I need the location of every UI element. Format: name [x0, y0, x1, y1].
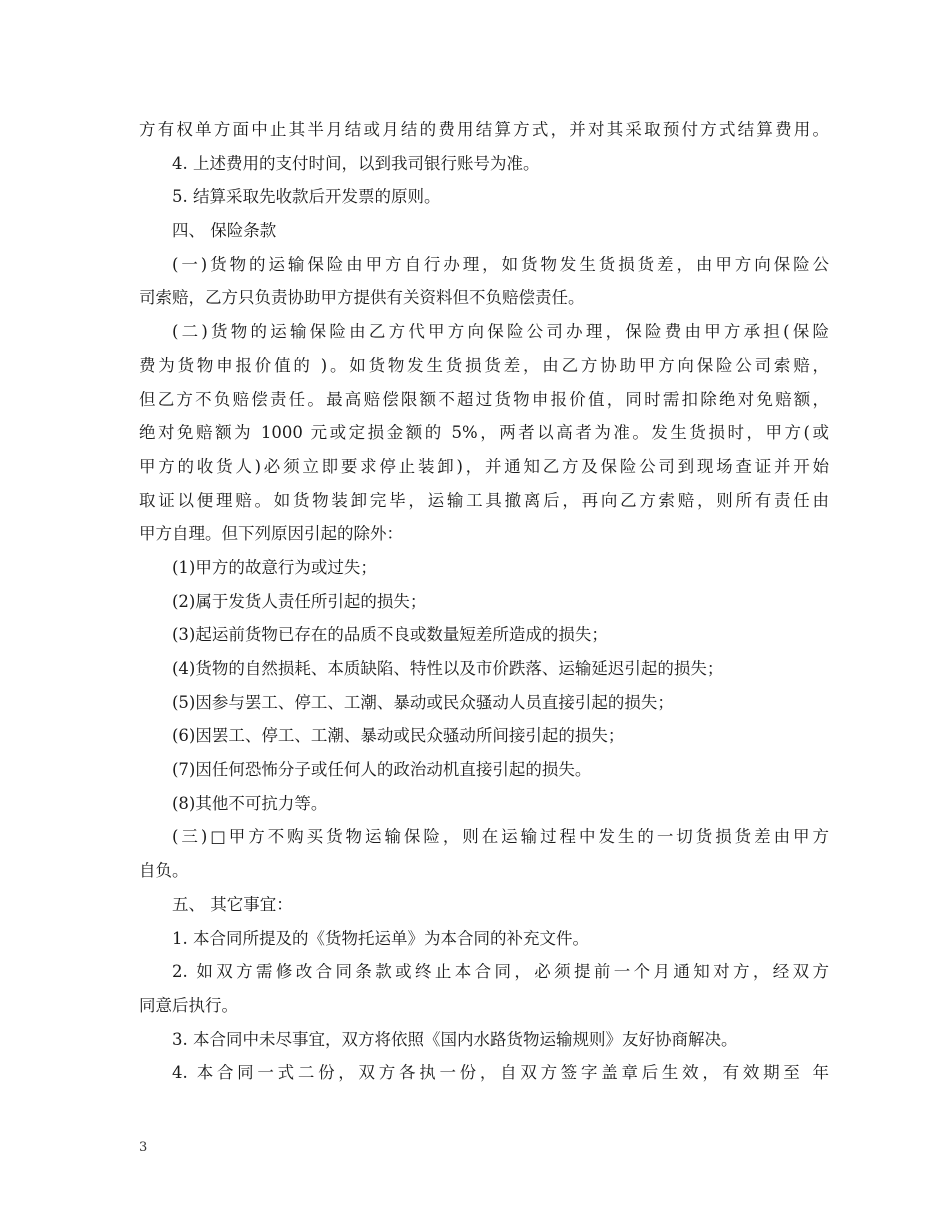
text-line: (4)货物的自然损耗、本质缺陷、特性以及市价跌落、运输延迟引起的损失；	[172, 659, 724, 678]
text-line: 5. 结算采取先收款后开发票的原则。	[172, 187, 441, 207]
text-line: (7)因任何恐怖分子或任何人的政治动机直接引起的损失。	[172, 760, 592, 780]
text-line: 甲方自理。但下列原因引起的除外：	[139, 524, 403, 544]
text-line: 2. 如双方需修改合同条款或终止本合同，必须提前一个月通知对方，经双方	[172, 962, 829, 982]
text-line: (3)起运前货物已存在的品质不良或数量短差所造成的损失；	[172, 625, 608, 645]
text-line: 但乙方不负赔偿责任。最高赔偿限额不超过货物申报价值，同时需扣除绝对免赔额，	[139, 389, 829, 409]
text-line: 同意后执行。	[139, 995, 238, 1015]
text-line: (一)货物的运输保险由甲方自行办理，如货物发生货损货差，由甲方向保险公	[172, 254, 829, 274]
text-line: 1. 本合同所提及的《货物托运单》为本合同的补充文件。	[172, 928, 589, 948]
text-line: (1)甲方的故意行为或过失；	[172, 557, 377, 577]
text-line: 3. 本合同中未尽事宜，双方将依照《国内水路货物运输规则》友好协商解决。	[172, 1029, 738, 1049]
text-line: 司索赔，乙方只负责协助甲方提供有关资料但不负赔偿责任。	[139, 288, 585, 308]
text-line: 4. 上述费用的支付时间，以到我司银行账号为准。	[172, 153, 540, 173]
text-line: (8)其他不可抗力等。	[172, 793, 328, 813]
text-line: 绝对免赔额为 1000 元或定损金额的 5%，两者以高者为准。发生货损时，甲方(或	[139, 423, 829, 443]
text-line: 取证以便理赔。如货物装卸完毕，运输工具撤离后，再向乙方索赔，则所有责任由	[139, 490, 829, 510]
text-line: 四、 保险条款	[172, 221, 277, 241]
text-line: (5)因参与罢工、停工、工潮、暴动或民众骚动人员直接引起的损失；	[172, 692, 674, 712]
text-line: 4. 本合同一式二份，双方各执一份，自双方签字盖章后生效，有效期至 年	[172, 1063, 829, 1083]
text-line: 方有权单方面中止其半月结或月结的费用结算方式，并对其采取预付方式结算费用。	[139, 120, 829, 139]
page-number: 3	[139, 1140, 148, 1155]
text-line: (2)属于发货人责任所引起的损失；	[172, 591, 427, 611]
text-line: (二)货物的运输保险由乙方代甲方向保险公司办理，保险费由甲方承担(保险	[172, 322, 829, 342]
text-line: 费为货物申报价值的 )。如货物发生货损货差，由乙方协助甲方向保险公司索赔，	[139, 355, 829, 375]
text-line: 五、 其它事宜：	[172, 894, 293, 914]
text-line: (三)□甲方不购买货物运输保险，则在运输过程中发生的一切货损货差由甲方	[172, 827, 829, 847]
document-body	[139, 113, 829, 1090]
text-line: 甲方的收货人)必须立即要求停止装卸)，并通知乙方及保险公司到现场查证并开始	[139, 456, 829, 476]
text-line: (6)因罢工、停工、工潮、暴动或民众骚动所间接引起的损失；	[172, 726, 625, 746]
text-line: 自负。	[139, 861, 189, 881]
